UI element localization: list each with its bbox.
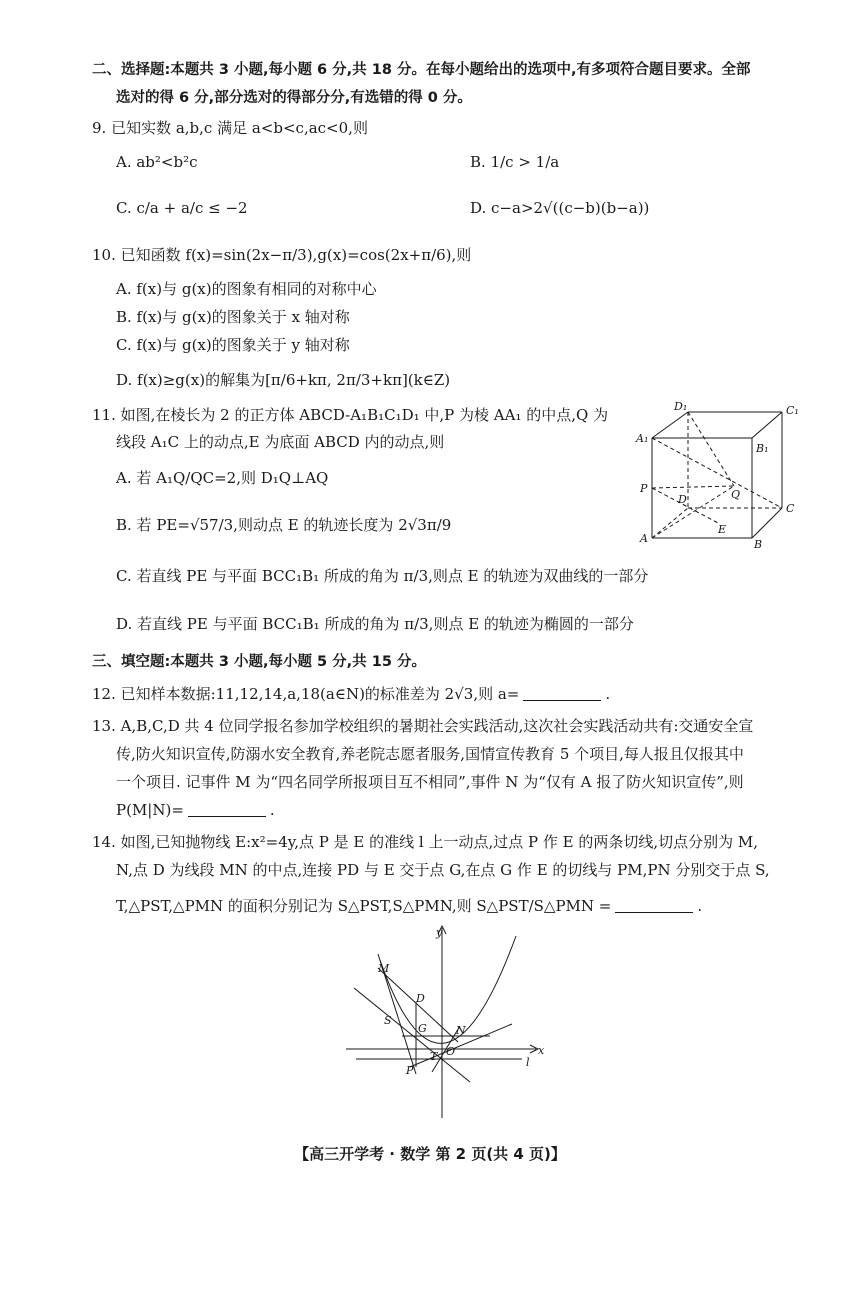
cube-label-a: A [640, 532, 648, 545]
q13-period: . [269, 801, 275, 819]
fig-label-x: x [538, 1044, 545, 1057]
q13-line1: 13. A,B,C,D 共 4 位同学报名参加学校组织的暑期社会实践活动,这次社会实践活动共有:交通安全宣 [92, 717, 754, 735]
fig-label-s: S [384, 1014, 392, 1027]
cube-label-c: C [786, 502, 795, 515]
q10-option-d: D. f(x)≥g(x)的解集为[π/6+kπ, 2π/3+kπ](k∈Z) [116, 371, 451, 389]
q11-stem-line1: 11. 如图,在棱长为 2 的正方体 ABCD-A₁B₁C₁D₁ 中,P 为棱 AA₁ 的中点,Q 为 [92, 406, 609, 424]
q11-option-a: A. 若 A₁Q/QC=2,则 D₁Q⊥AQ [116, 469, 329, 487]
cube-label-c1: C₁ [786, 404, 799, 417]
fig-label-d: D [416, 992, 425, 1005]
q14-line2: N,点 D 为线段 MN 的中点,连接 PD 与 E 交于点 G,在点 G 作 E 的切线与 PM,PN 分别交于点 S, [116, 861, 770, 879]
q9-option-a: A. ab²<b²c [116, 153, 198, 171]
q13-line3: 一个项目. 记事件 M 为“四名同学所报项目互不相同”,事件 N 为“仅有 A 报了防火知识宣传”,则 [116, 773, 744, 791]
fig-label-l: l [526, 1056, 530, 1069]
section2-title-line2: 选对的得 6 分,部分选对的得部分分,有选错的得 0 分。 [116, 90, 472, 106]
q14-answer-blank[interactable] [615, 898, 693, 913]
q12-stem: 12. 已知样本数据:11,12,14,a,18(a∈N)的标准差为 2√3,则 a= [92, 685, 520, 703]
cube-label-d: D [678, 493, 687, 506]
q10-option-b: B. f(x)与 g(x)的图象关于 x 轴对称 [116, 308, 350, 326]
q14-line3: T,△PST,△PMN 的面积分别记为 S△PST,S△PMN,则 S△PST/S△PMN = [116, 897, 612, 915]
q13-line4: P(M|N)= [116, 801, 184, 819]
q11-stem-line2: 线段 A₁C 上的动点,E 为底面 ABCD 内的动点,则 [116, 433, 445, 451]
q14-line3-wrap [116, 896, 702, 916]
section2-title-line1: 二、选择题:本题共 3 小题,每小题 6 分,共 18 分。在每小题给出的选项中,有多项符合题目要求。全部 [92, 62, 751, 78]
q10-stem: 10. 已知函数 f(x)=sin(2x−π/3),g(x)=cos(2x+π/6),则 [92, 246, 472, 264]
q9-option-c: C. c/a + a/c ≤ −2 [116, 199, 248, 217]
q12-answer-blank[interactable] [523, 686, 601, 701]
fig-label-g: G [418, 1022, 427, 1035]
cube-label-d1: D₁ [674, 400, 688, 413]
q12-period: . [605, 685, 611, 703]
fig-label-p: P [406, 1064, 414, 1077]
cube-label-b1: B₁ [756, 442, 769, 455]
fig-label-n: N [456, 1024, 466, 1037]
cube-label-q: Q [731, 488, 741, 501]
q12-text [92, 684, 610, 704]
fig-label-o: O [446, 1045, 456, 1058]
cube-label-e: E [718, 523, 727, 536]
q9-stem: 9. 已知实数 a,b,c 满足 a<b<c,ac<0,则 [92, 119, 368, 137]
cube-label-p: P [640, 482, 648, 495]
q11-option-c: C. 若直线 PE 与平面 BCC₁B₁ 所成的角为 π/3,则点 E 的轨迹为双曲线的一部分 [116, 567, 649, 585]
fig-label-y: y [436, 926, 443, 939]
cube-figure [630, 400, 810, 550]
section3-title: 三、填空题:本题共 3 小题,每小题 5 分,共 15 分。 [92, 654, 426, 670]
fig-label-t: T [430, 1050, 438, 1063]
q9-option-b: B. 1/c > 1/a [470, 153, 560, 171]
q14-line1: 14. 如图,已知抛物线 E:x²=4y,点 P 是 E 的准线 l 上一动点,过点 P 作 E 的两条切线,切点分别为 M, [92, 833, 758, 851]
q13-answer-blank[interactable] [188, 802, 266, 817]
q9-option-d: D. c−a>2√((c−b)(b−a)) [470, 199, 650, 217]
q11-option-d: D. 若直线 PE 与平面 BCC₁B₁ 所成的角为 π/3,则点 E 的轨迹为椭圆的一部分 [116, 615, 634, 633]
q13-line2: 传,防火知识宣传,防溺水安全教育,养老院志愿者服务,国情宣传教育 5 个项目,每人报且仅报其中 [116, 745, 744, 763]
q13-line4-wrap [116, 800, 275, 820]
cube-label-a1: A₁ [636, 432, 649, 445]
q11-option-b: B. 若 PE=√57/3,则动点 E 的轨迹长度为 2√3π/9 [116, 516, 452, 534]
cube-label-b: B [754, 538, 763, 550]
fig-label-m: M [378, 962, 390, 975]
page-footer: 【高三开学考 · 数学 第 2 页(共 4 页)】 [294, 1145, 566, 1163]
q10-option-c: C. f(x)与 g(x)的图象关于 y 轴对称 [116, 336, 350, 354]
parabola-figure [340, 922, 550, 1122]
q10-option-a: A. f(x)与 g(x)的图象有相同的对称中心 [116, 280, 377, 298]
q14-period: . [697, 897, 703, 915]
